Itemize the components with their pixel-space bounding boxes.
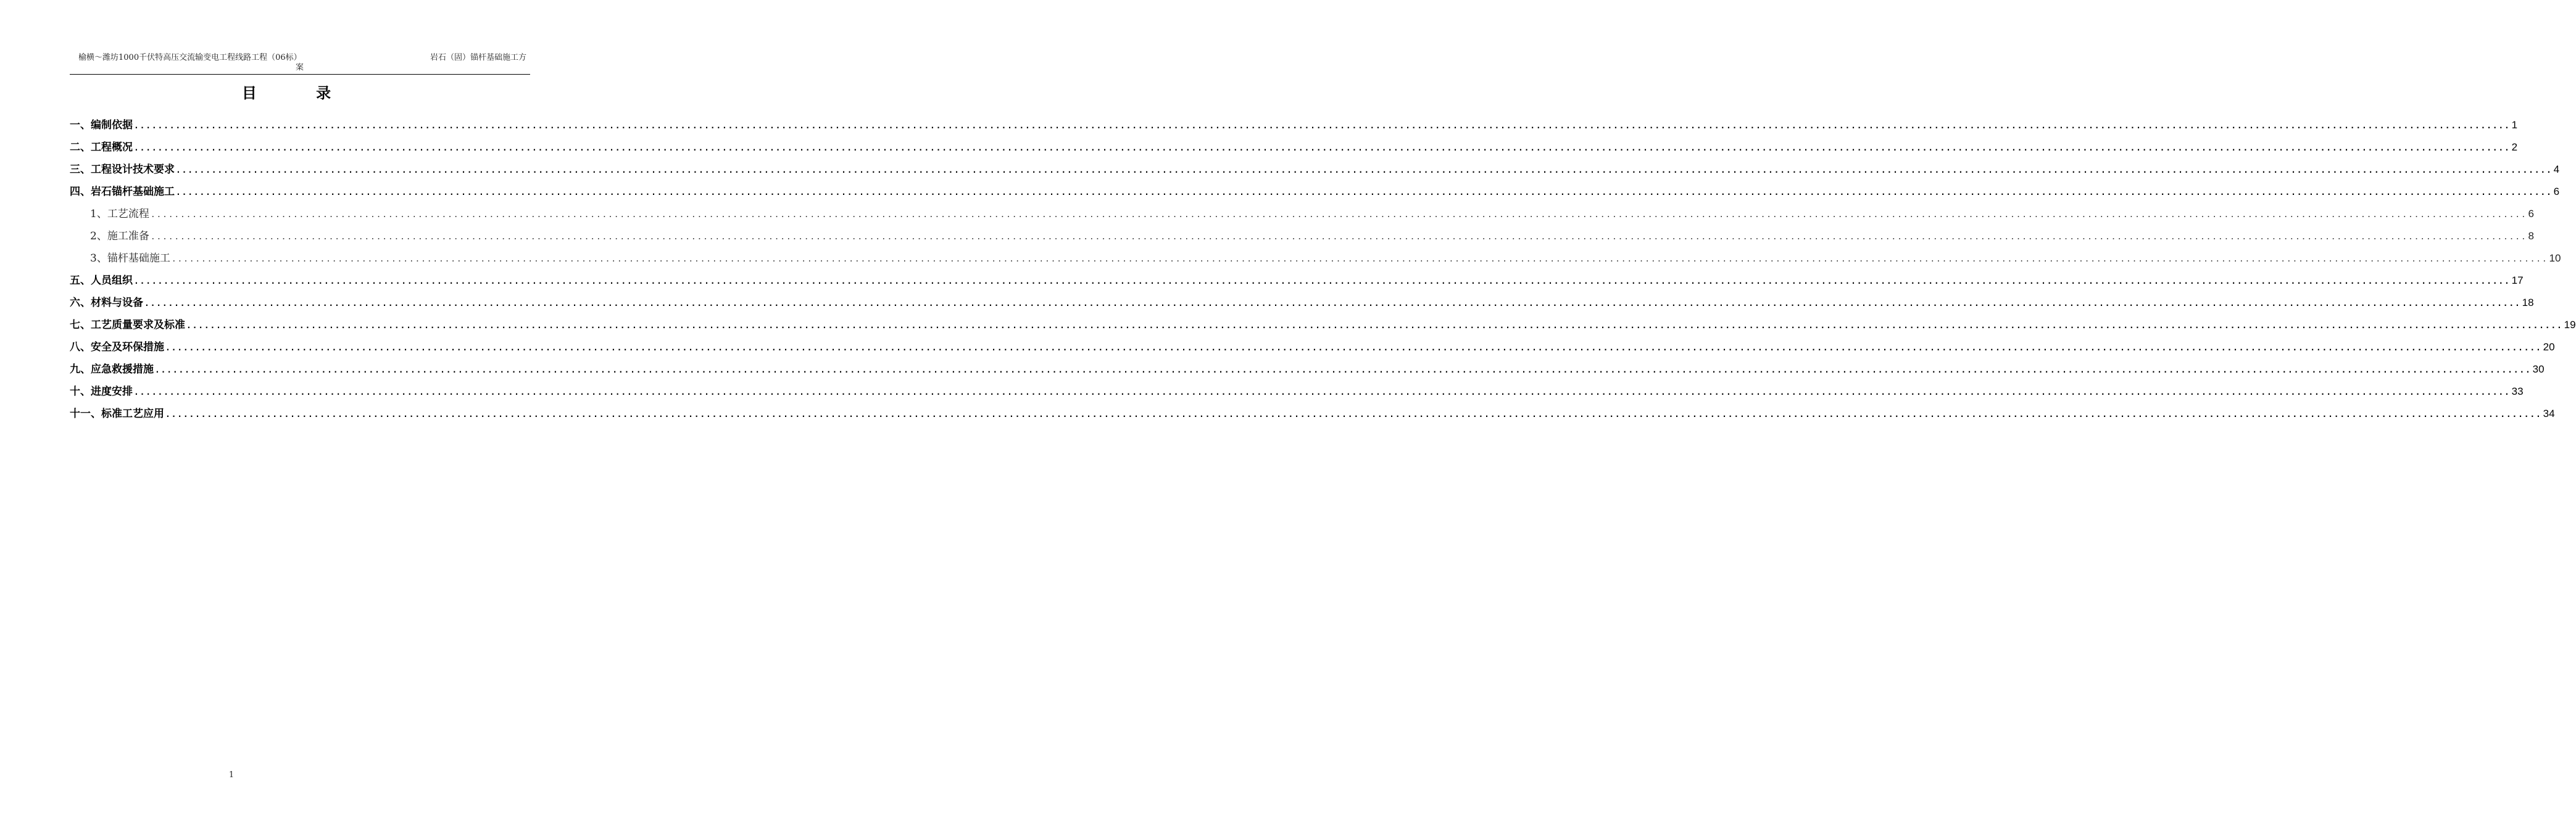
toc-entry-label: 九、应急救援措施 (70, 363, 154, 376)
page-number: 1 (228, 770, 235, 780)
toc-leader-dots: ................................................................................................................................................................................................................................................................................................................................................................................................................ (165, 410, 2542, 419)
toc-entry-page: 33 (2511, 386, 2524, 397)
toc-leader-dots: ................................................................................................................................................................................................................................................................................................................................................................................................................ (150, 210, 2527, 220)
toc-entry-label: 八、安全及环保措施 (70, 341, 164, 353)
toc-leader-dots: ................................................................................................................................................................................................................................................................................................................................................................................................................ (134, 388, 2511, 397)
toc-entry-page: 6 (2553, 186, 2560, 197)
toc-entry-label: 三、工程设计技术要求 (70, 163, 175, 176)
toc-leader-dots: ................................................................................................................................................................................................................................................................................................................................................................................................................ (176, 166, 2553, 175)
toc-entry-page: 20 (2543, 341, 2555, 353)
toc-leader-dots: ................................................................................................................................................................................................................................................................................................................................................................................................................ (134, 277, 2511, 286)
toc-leader-dots: ................................................................................................................................................................................................................................................................................................................................................................................................................ (155, 366, 2532, 375)
toc-entry-page: 1 (2511, 119, 2518, 131)
toc-entry[interactable] (70, 181, 2560, 203)
toc-title: 目 录 (241, 85, 359, 102)
toc-entry[interactable] (70, 336, 2555, 358)
toc-entry-label: 十一、标准工艺应用 (70, 408, 164, 420)
toc-leader-dots: ................................................................................................................................................................................................................................................................................................................................................................................................................ (186, 321, 2563, 331)
toc-entry[interactable] (70, 314, 2576, 336)
toc-entry-label: 一、编制依据 (70, 119, 133, 131)
toc-entry-page: 2 (2511, 141, 2518, 153)
toc-entry-label: 六、材料与设备 (70, 297, 143, 309)
toc-entry[interactable] (70, 270, 2524, 292)
header-project-title: 榆横～潍坊1000千伏特高压交流输变电工程线路工程（06标） (78, 53, 302, 62)
toc-entry-label: 十、进度安排 (70, 386, 133, 398)
toc-entry-label: 五、人员组织 (70, 274, 133, 287)
toc-entry-page: 17 (2511, 274, 2524, 286)
toc-entry[interactable] (70, 358, 2545, 381)
table-of-contents (70, 114, 2576, 425)
toc-leader-dots: ................................................................................................................................................................................................................................................................................................................................................................................................................ (150, 233, 2527, 242)
toc-entry-page: 34 (2543, 408, 2555, 419)
header-document-title-continued: 案 (296, 63, 304, 72)
toc-entry-page: 10 (2549, 252, 2561, 264)
toc-entry[interactable] (70, 136, 2518, 159)
toc-leader-dots: ................................................................................................................................................................................................................................................................................................................................................................................................................ (165, 344, 2542, 353)
toc-entry-page: 4 (2553, 163, 2560, 175)
page-header (70, 52, 530, 75)
toc-entry-label: 1、工艺流程 (90, 208, 149, 220)
toc-entry[interactable] (70, 114, 2518, 136)
toc-entry-label: 3、锚杆基础施工 (90, 252, 170, 265)
toc-entry-page: 19 (2564, 319, 2576, 331)
toc-entry[interactable] (70, 159, 2560, 181)
toc-entry-page: 8 (2528, 230, 2534, 242)
toc-entry-label: 四、岩石锚杆基础施工 (70, 186, 175, 198)
header-document-title: 岩石（固）锚杆基础施工方 (430, 53, 526, 62)
toc-leader-dots: ................................................................................................................................................................................................................................................................................................................................................................................................................ (144, 299, 2521, 308)
toc-entry-label: 二、工程概况 (70, 141, 133, 154)
toc-entry[interactable] (70, 225, 2534, 247)
toc-entry[interactable] (70, 403, 2555, 425)
toc-entry-label: 七、工艺质量要求及标准 (70, 319, 185, 331)
toc-leader-dots: ................................................................................................................................................................................................................................................................................................................................................................................................................ (134, 122, 2511, 131)
toc-entry[interactable] (70, 203, 2534, 225)
toc-leader-dots: ................................................................................................................................................................................................................................................................................................................................................................................................................ (176, 188, 2553, 197)
toc-entry-label: 2、施工准备 (90, 230, 149, 242)
toc-leader-dots: ................................................................................................................................................................................................................................................................................................................................................................................................................ (134, 144, 2511, 153)
toc-entry-page: 6 (2528, 208, 2534, 220)
toc-entry[interactable] (70, 247, 2561, 270)
toc-entry[interactable] (70, 292, 2534, 314)
toc-entry-page: 18 (2522, 297, 2534, 308)
toc-entry[interactable] (70, 381, 2524, 403)
toc-entry-page: 30 (2532, 363, 2545, 375)
toc-leader-dots: ................................................................................................................................................................................................................................................................................................................................................................................................................ (171, 255, 2548, 264)
